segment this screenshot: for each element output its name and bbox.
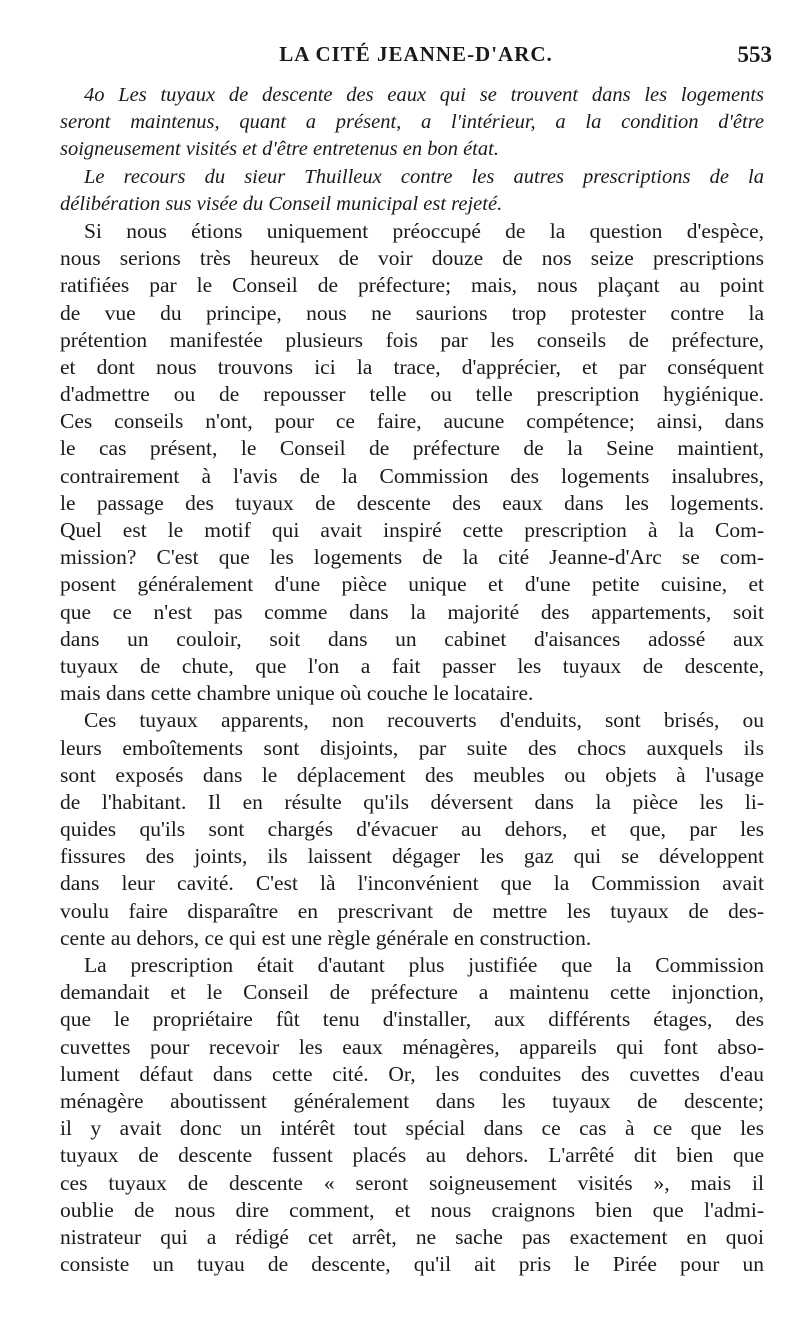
text-line: délibération sus visée du Conseil municipal est rejeté. <box>60 192 503 215</box>
text-line: ces tuyaux de descente « seront soigneusement visités », mais il <box>60 1170 764 1195</box>
text-line: le passage des tuyaux de descente des eaux dans les logements. <box>60 490 764 515</box>
text-line: d'admettre ou de repousser telle ou telle prescription hygiénique. <box>60 382 764 407</box>
text-line: tuyaux de chute, que l'on a fait passer les tuyaux de descente, <box>60 653 764 678</box>
text-line: le cas présent, le Conseil de préfecture de la Seine maintient, <box>60 436 764 461</box>
text-line: que ce n'est pas comme dans la majorité des appartements, soit <box>60 599 764 624</box>
text-line: leurs emboîtements sont disjoints, par suite des chocs auxquels ils <box>60 735 764 760</box>
text-line: mission? C'est que les logements de la cité Jeanne-d'Arc se com- <box>60 545 764 570</box>
text-line: lument défaut dans cette cité. Or, les conduites des cuvettes d'eau <box>60 1061 764 1086</box>
text-line: de vue du principe, nous ne saurions trop protester contre la <box>60 300 764 325</box>
text-line: Si nous étions uniquement préoccupé de la question d'espèce, <box>84 218 764 243</box>
text-line: Ces tuyaux apparents, non recouverts d'enduits, sont brisés, ou <box>84 708 764 733</box>
text-line: que le propriétaire fût tenu d'installer, aux différents étages, des <box>60 1007 764 1032</box>
text-line: fissures des joints, ils laissent dégager les gaz qui se développent <box>60 844 764 869</box>
text-line: ratifiées par le Conseil de préfecture; mais, nous plaçant au point <box>60 273 764 298</box>
text-line: nous serions très heureux de voir douze de nos seize prescriptions <box>60 246 764 271</box>
text-line: 4o Les tuyaux de descente des eaux qui se trouvent dans les logements <box>84 84 764 106</box>
page-header <box>60 42 772 76</box>
text-line: prétention manifestée plusieurs fois par les conseils de préfecture, <box>60 327 764 352</box>
text-line: tuyaux de descente fussent placés au dehors. L'arrêté dit bien que <box>60 1143 764 1168</box>
text-line: Le recours du sieur Thuilleux contre les autres prescriptions de la <box>84 165 764 188</box>
text-line: posent généralement d'une pièce unique et d'une petite cuisine, et <box>60 572 764 597</box>
text-line: voulu faire disparaître en prescrivant de mettre les tuyaux de des- <box>60 898 764 923</box>
text-line: mais dans cette chambre unique où couche le locataire. <box>60 681 534 706</box>
text-line: dans un couloir, soit dans un cabinet d'aisances adossé aux <box>60 626 764 651</box>
running-title: LA CITÉ JEANNE-D'ARC. <box>279 42 553 66</box>
text-line: nistrateur qui a rédigé cet arrêt, ne sache pas exactement en quoi <box>60 1224 764 1249</box>
text-line: Ces conseils n'ont, pour ce faire, aucune compétence; ainsi, dans <box>60 409 764 434</box>
text-line: consiste un tuyau de descente, qu'il ait pris le Pirée pour un <box>60 1252 764 1277</box>
text-line: dans leur cavité. C'est là l'inconvénient que la Commission avait <box>60 871 764 896</box>
text-line: il y avait donc un intérêt tout spécial dans ce cas à ce que les <box>60 1116 764 1141</box>
text-line: contrairement à l'avis de la Commission des logements insalubres, <box>60 463 764 488</box>
text-line: seront maintenus, quant a présent, a l'intérieur, a la condition d'être <box>60 111 764 134</box>
text-line: demandait et le Conseil de préfecture a maintenu cette injonction, <box>60 980 764 1005</box>
text-line: cente au dehors, ce qui est une règle générale en construction. <box>60 925 592 950</box>
text-line: ménagère aboutissent généralement dans les tuyaux de descente; <box>60 1088 764 1113</box>
text-line: cuvettes pour recevoir les eaux ménagères, appareils qui font abso- <box>60 1034 764 1059</box>
text-line: quides qu'ils sont chargés d'évacuer au dehors, et que, par les <box>60 817 764 842</box>
text-line: soigneusement visités et d'être entretenus en bon état. <box>60 138 499 161</box>
body-text <box>60 82 764 1278</box>
text-line: sont exposés dans le déplacement des meubles ou objets à l'usage <box>60 762 764 787</box>
text-line: et dont nous trouvons ici la trace, d'apprécier, et par conséquent <box>60 354 764 379</box>
text-line: La prescription était d'autant plus justifiée que la Commission <box>84 953 764 977</box>
page-number: 553 <box>737 42 772 67</box>
text-line: Quel est le motif qui avait inspiré cette prescription à la Com- <box>60 518 764 542</box>
text-line: oublie de nous dire comment, et nous craignons bien que l'admi- <box>60 1197 764 1222</box>
text-line: de l'habitant. Il en résulte qu'ils déversent dans la pièce les li- <box>60 789 764 814</box>
